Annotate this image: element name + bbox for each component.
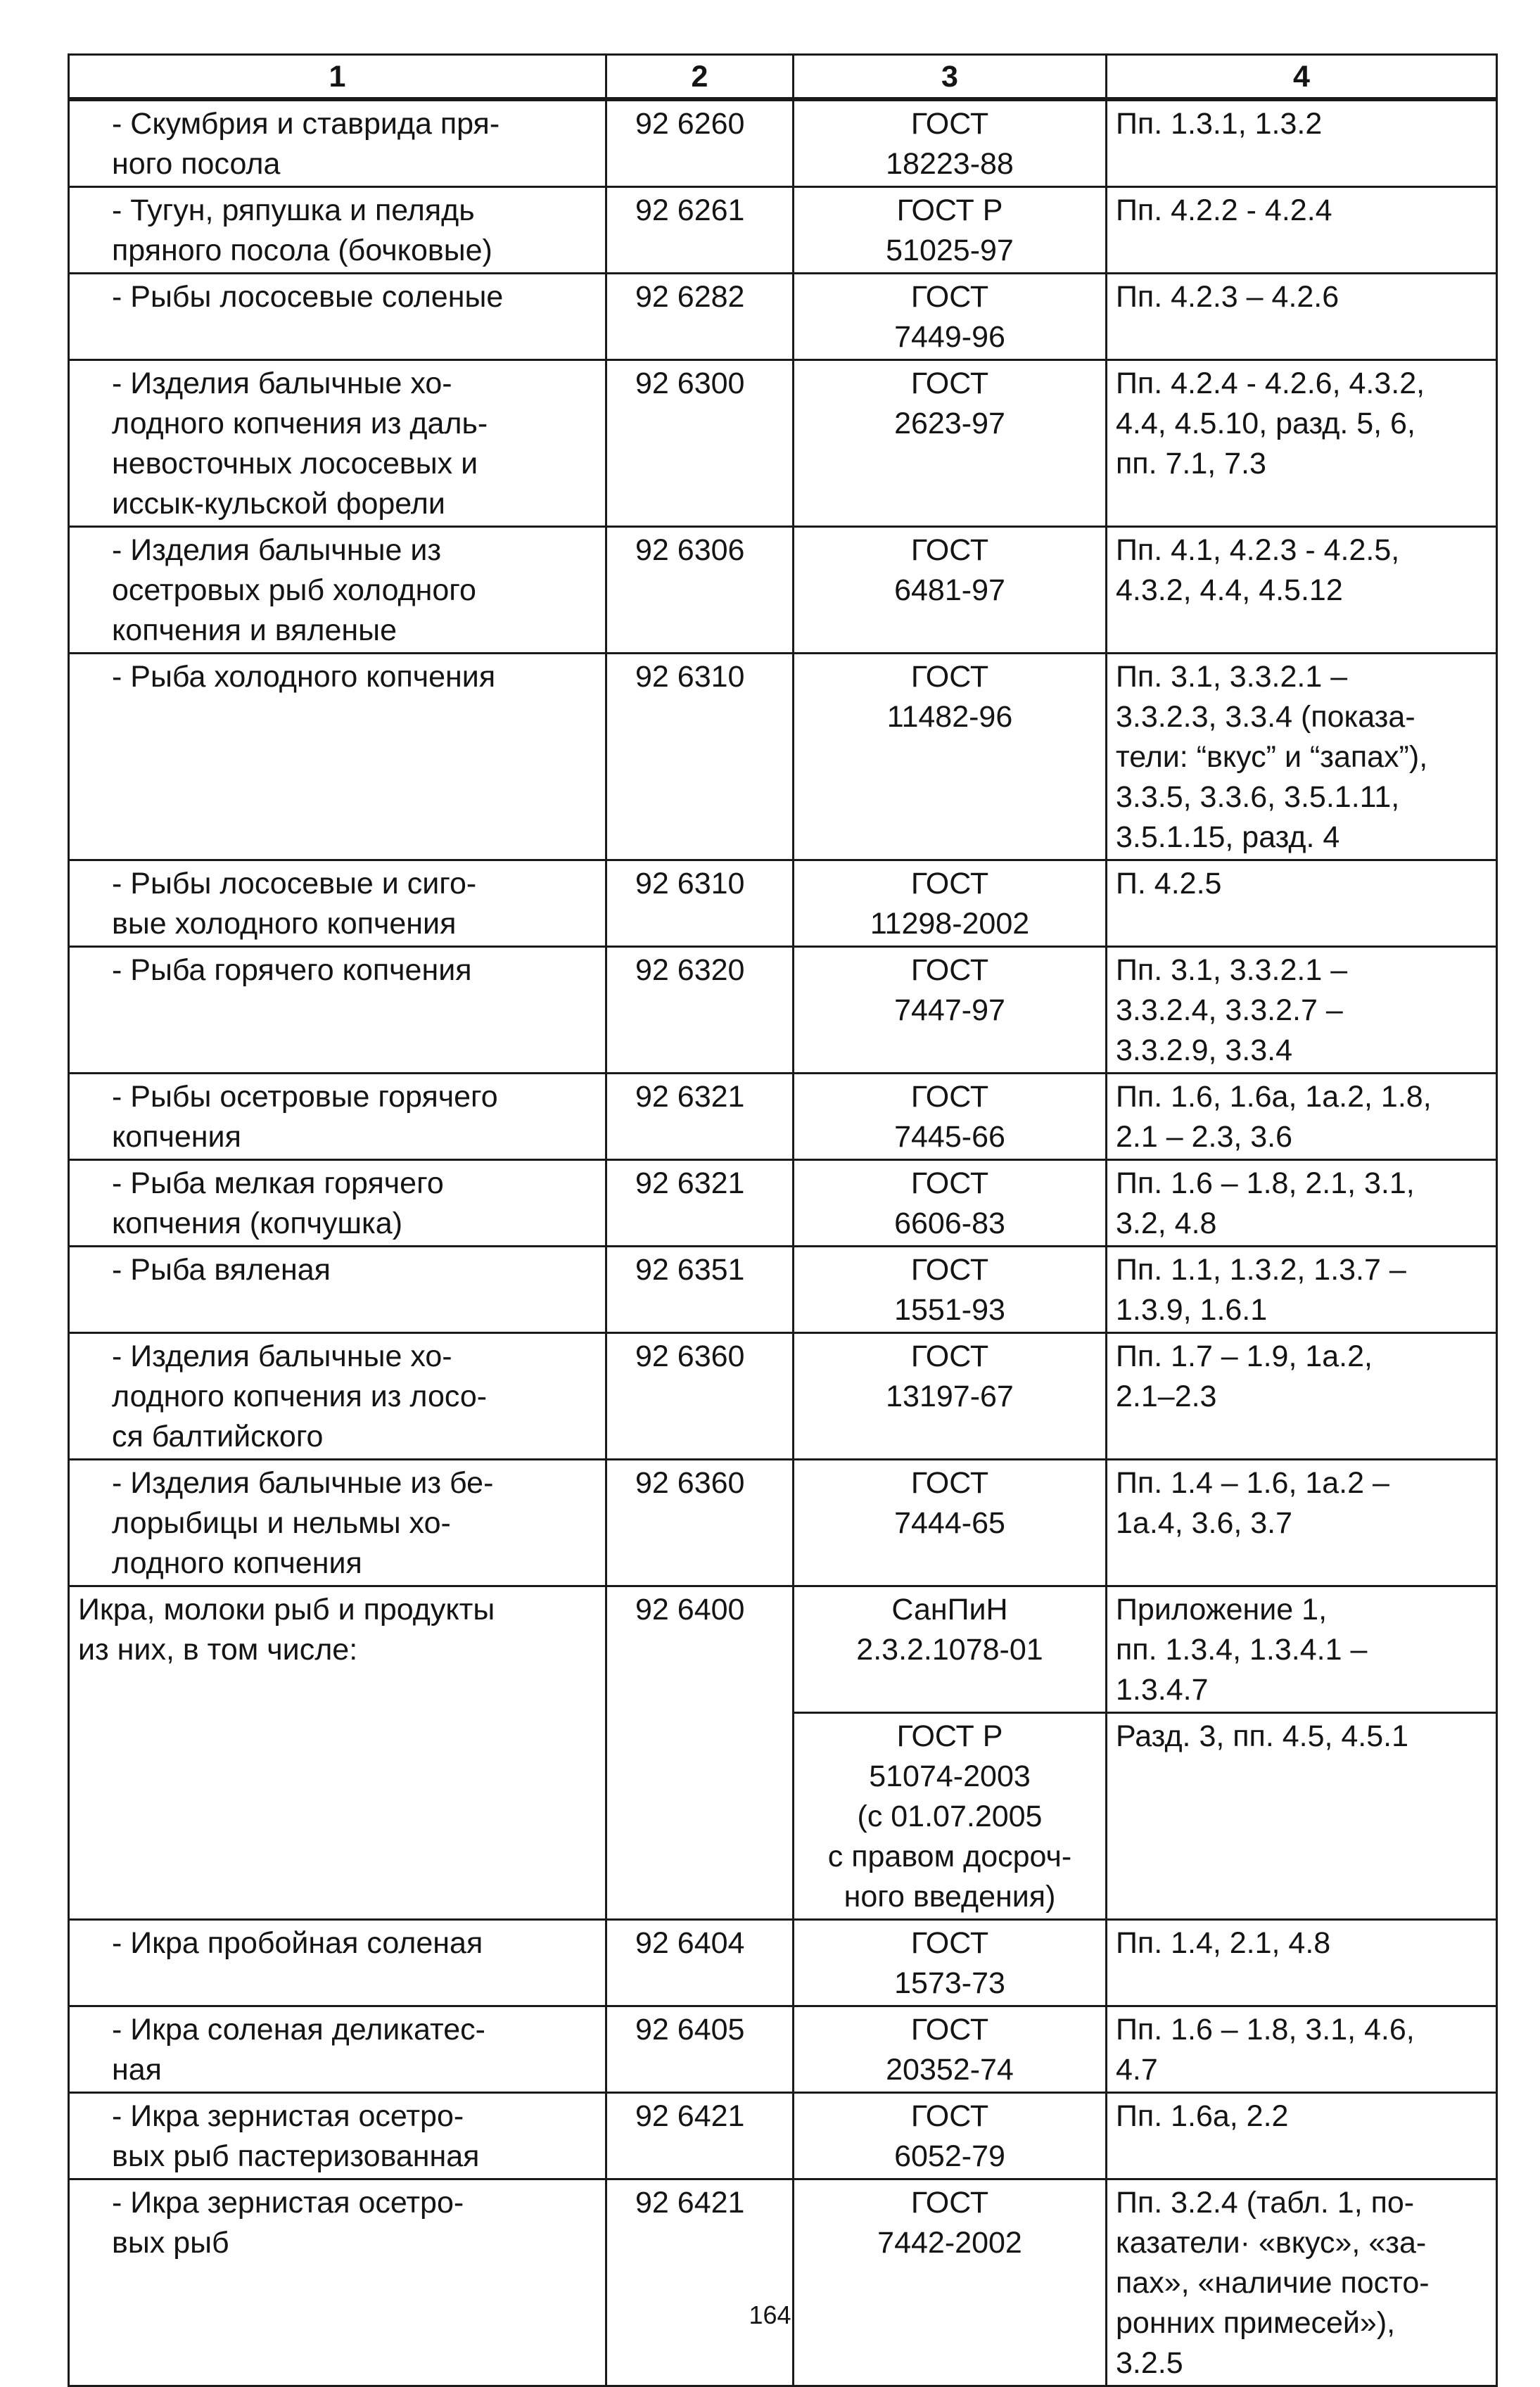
product-code-cell bbox=[606, 360, 794, 527]
table-row bbox=[69, 274, 1497, 360]
product-code: 92 6300 bbox=[635, 367, 745, 400]
product-name-cell bbox=[69, 527, 606, 654]
product-name: - Изделия балычные хо- лодного копчения из даль- невосточных лососевых и иссык-кульской форели bbox=[112, 367, 488, 521]
header-col-1: 1 bbox=[69, 55, 606, 100]
product-name-cell bbox=[69, 860, 606, 947]
table-row bbox=[69, 947, 1497, 1074]
group-caviar bbox=[69, 1586, 1497, 1920]
group-clauses-1: Приложение 1, пп. 1.3.4, 1.3.4.1 – 1.3.4.7 bbox=[1116, 1593, 1368, 1707]
standard-designation-cell bbox=[794, 1333, 1107, 1460]
table-header-row bbox=[69, 55, 1497, 100]
standard-designation-cell bbox=[794, 1247, 1107, 1333]
product-name: - Икра зернистая осетро- вых рыб bbox=[112, 2186, 464, 2260]
group-clauses-2: Разд. 3, пп. 4.5, 4.5.1 bbox=[1116, 1719, 1409, 1753]
product-code: 92 6321 bbox=[635, 1166, 745, 1200]
clause-references: П. 4.2.5 bbox=[1116, 867, 1222, 900]
product-name: - Икра зернистая осетро- вых рыб пастеризованная bbox=[112, 2099, 480, 2173]
clause-references: Пп. 1.3.1, 1.3.2 bbox=[1116, 107, 1323, 141]
table-row bbox=[69, 1586, 1497, 1713]
product-name-cell bbox=[69, 947, 606, 1074]
product-code: 92 6320 bbox=[635, 953, 745, 987]
clause-references: Пп. 3.1, 3.3.2.1 – 3.3.2.4, 3.3.2.7 – 3.3.2.9, 3.3.4 bbox=[1116, 953, 1348, 1067]
product-name: - Рыба холодного копчения bbox=[112, 660, 496, 694]
clause-references-cell bbox=[1107, 1460, 1497, 1586]
table-row bbox=[69, 2006, 1497, 2093]
clause-references: Пп. 4.2.4 - 4.2.6, 4.3.2, 4.4, 4.5.10, разд. 5, 6, пп. 7.1, 7.3 bbox=[1116, 367, 1425, 480]
product-code-cell bbox=[606, 1074, 794, 1160]
clause-references: Пп. 4.2.2 - 4.2.4 bbox=[1116, 193, 1332, 227]
header-col-3: 3 bbox=[794, 55, 1107, 100]
product-name-cell bbox=[69, 360, 606, 527]
clause-references: Пп. 1.4, 2.1, 4.8 bbox=[1116, 1926, 1331, 1960]
product-code-cell bbox=[606, 860, 794, 947]
group-clauses-cell bbox=[1107, 1713, 1497, 1920]
product-name-cell bbox=[69, 187, 606, 274]
product-name-cell bbox=[69, 1460, 606, 1586]
product-name: - Изделия балычные хо- лодного копчения из лосо- ся балтийского bbox=[112, 1339, 488, 1453]
group-name-cell bbox=[69, 1586, 606, 1920]
product-code: 92 6360 bbox=[635, 1466, 745, 1500]
product-code: 92 6405 bbox=[635, 2013, 745, 2047]
clause-references-cell bbox=[1107, 654, 1497, 860]
product-name: - Рыба мелкая горячего копчения (копчушка) bbox=[112, 1166, 444, 1240]
standard-designation: ГОСТ 11482-96 bbox=[886, 660, 1013, 734]
product-code: 92 6321 bbox=[635, 1080, 745, 1114]
product-code: 92 6421 bbox=[635, 2186, 745, 2220]
table-row bbox=[69, 2093, 1497, 2179]
product-code-cell bbox=[606, 187, 794, 274]
clause-references: Пп. 1.6 – 1.8, 3.1, 4.6, 4.7 bbox=[1116, 2013, 1415, 2087]
standard-designation-cell bbox=[794, 1160, 1107, 1247]
product-name: - Рыба горячего копчения bbox=[112, 953, 472, 987]
product-name-cell bbox=[69, 1333, 606, 1460]
clause-references: Пп. 3.1, 3.3.2.1 – 3.3.2.3, 3.3.4 (показа- тели: “вкус” и “запах”), 3.3.5, 3.3.6, 3.5.1.11, 3.5.1.15, разд. 4 bbox=[1116, 660, 1428, 854]
standard-designation-cell bbox=[794, 947, 1107, 1074]
standard-designation-cell bbox=[794, 2179, 1107, 2386]
group-code: 92 6400 bbox=[635, 1593, 745, 1627]
table-row bbox=[69, 1920, 1497, 2006]
table-row bbox=[69, 1074, 1497, 1160]
product-code-cell bbox=[606, 527, 794, 654]
clause-references-cell bbox=[1107, 1074, 1497, 1160]
standard-designation: ГОСТ 1573-73 bbox=[894, 1926, 1005, 2000]
standards-table bbox=[68, 53, 1498, 2387]
clause-references-cell bbox=[1107, 1160, 1497, 1247]
product-code-cell bbox=[606, 1460, 794, 1586]
product-name: - Рыбы осетровые горячего копчения bbox=[112, 1080, 498, 1154]
group-standard-cell bbox=[794, 1586, 1107, 1713]
standard-designation-cell bbox=[794, 187, 1107, 274]
clause-references-cell bbox=[1107, 947, 1497, 1074]
clause-references-cell bbox=[1107, 1920, 1497, 2006]
standard-designation: ГОСТ 18223-88 bbox=[886, 107, 1014, 181]
standard-designation: ГОСТ 7444-65 bbox=[894, 1466, 1005, 1540]
product-code: 92 6282 bbox=[635, 280, 745, 314]
standard-designation: ГОСТ 7442-2002 bbox=[877, 2186, 1022, 2260]
product-code: 92 6421 bbox=[635, 2099, 745, 2133]
product-name-cell bbox=[69, 654, 606, 860]
standard-designation: ГОСТ 1551-93 bbox=[894, 1253, 1005, 1327]
table-row bbox=[69, 187, 1497, 274]
table-row bbox=[69, 527, 1497, 654]
table-row bbox=[69, 1160, 1497, 1247]
standard-designation: ГОСТ 7449-96 bbox=[894, 280, 1005, 354]
table-row bbox=[69, 360, 1497, 527]
table-row bbox=[69, 1460, 1497, 1586]
standard-designation: ГОСТ 11298-2002 bbox=[870, 867, 1030, 941]
product-code-cell bbox=[606, 99, 794, 187]
clause-references: Пп. 3.2.4 (табл. 1, по- казатели· «вкус», «за- пах», «наличие посто- ронних примесей»), 3.2.5 bbox=[1116, 2186, 1430, 2380]
product-name-cell bbox=[69, 99, 606, 187]
group-clauses-cell bbox=[1107, 1586, 1497, 1713]
product-code-cell bbox=[606, 274, 794, 360]
standard-designation-cell bbox=[794, 2093, 1107, 2179]
product-code-cell bbox=[606, 1333, 794, 1460]
clause-references-cell bbox=[1107, 1333, 1497, 1460]
standard-designation-cell bbox=[794, 1460, 1107, 1586]
standard-designation-cell bbox=[794, 1920, 1107, 2006]
product-name-cell bbox=[69, 1074, 606, 1160]
product-name: - Изделия балычные из бе- лорыбицы и нельмы хо- лодного копчения bbox=[112, 1466, 494, 1580]
table-row bbox=[69, 2179, 1497, 2386]
product-name: - Икра пробойная соленая bbox=[112, 1926, 483, 1960]
product-code-cell bbox=[606, 2179, 794, 2386]
clause-references: Пп. 1.1, 1.3.2, 1.3.7 – 1.3.9, 1.6.1 bbox=[1116, 1253, 1406, 1327]
product-name-cell bbox=[69, 2093, 606, 2179]
clause-references: Пп. 1.4 – 1.6, 1а.2 – 1а.4, 3.6, 3.7 bbox=[1116, 1466, 1389, 1540]
standard-designation-cell bbox=[794, 860, 1107, 947]
product-code-cell bbox=[606, 1247, 794, 1333]
product-code-cell bbox=[606, 1920, 794, 2006]
product-code: 92 6404 bbox=[635, 1926, 745, 1960]
product-name-cell bbox=[69, 1920, 606, 2006]
clause-references-cell bbox=[1107, 2179, 1497, 2386]
product-name: - Скумбрия и ставрида пря- ного посола bbox=[112, 107, 500, 181]
clause-references-cell bbox=[1107, 1247, 1497, 1333]
standard-designation-cell bbox=[794, 654, 1107, 860]
clause-references-cell bbox=[1107, 274, 1497, 360]
group-standard-1: СанПиН 2.3.2.1078-01 bbox=[856, 1593, 1043, 1667]
clause-references-cell bbox=[1107, 187, 1497, 274]
product-name-cell bbox=[69, 274, 606, 360]
product-name: - Рыбы лососевые и сиго- вые холодного копчения bbox=[112, 867, 477, 941]
table-row bbox=[69, 654, 1497, 860]
standard-designation-cell bbox=[794, 274, 1107, 360]
product-code-cell bbox=[606, 654, 794, 860]
group-standard-2: ГОСТ Р 51074-2003 (с 01.07.2005 с правом досроч- ного введения) bbox=[827, 1719, 1072, 1914]
standard-designation: ГОСТ Р 51025-97 bbox=[886, 193, 1014, 267]
group-code-cell bbox=[606, 1586, 794, 1920]
standard-designation: ГОСТ 6052-79 bbox=[894, 2099, 1005, 2173]
standard-designation: ГОСТ 2623-97 bbox=[894, 367, 1005, 440]
table-row bbox=[69, 99, 1497, 187]
product-name: - Рыбы лососевые соленые bbox=[112, 280, 504, 314]
group-name: Икра, молоки рыб и продукты из них, в том числе: bbox=[78, 1593, 495, 1667]
standard-designation: ГОСТ 6606-83 bbox=[894, 1166, 1005, 1240]
standard-designation: ГОСТ 6481-97 bbox=[894, 533, 1005, 607]
clause-references: Пп. 1.7 – 1.9, 1а.2, 2.1–2.3 bbox=[1116, 1339, 1373, 1413]
clause-references: Пп. 1.6, 1.6а, 1а.2, 1.8, 2.1 – 2.3, 3.6 bbox=[1116, 1080, 1432, 1154]
product-name: - Икра соленая деликатес- ная bbox=[112, 2013, 485, 2087]
group-standard-cell bbox=[794, 1713, 1107, 1920]
product-code: 92 6310 bbox=[635, 660, 745, 694]
product-code: 92 6260 bbox=[635, 107, 745, 141]
product-name-cell bbox=[69, 2006, 606, 2093]
standard-designation-cell bbox=[794, 99, 1107, 187]
table-row bbox=[69, 860, 1497, 947]
header-col-2: 2 bbox=[606, 55, 794, 100]
product-code: 92 6351 bbox=[635, 1253, 745, 1287]
clause-references-cell bbox=[1107, 2006, 1497, 2093]
product-code: 92 6306 bbox=[635, 533, 745, 567]
standard-designation: ГОСТ 7445-66 bbox=[894, 1080, 1005, 1154]
clause-references-cell bbox=[1107, 2093, 1497, 2179]
product-code-cell bbox=[606, 2093, 794, 2179]
table-row bbox=[69, 1247, 1497, 1333]
product-name: - Изделия балычные из осетровых рыб холодного копчения и вяленые bbox=[112, 533, 476, 647]
clause-references-cell bbox=[1107, 99, 1497, 187]
standard-designation: ГОСТ 13197-67 bbox=[886, 1339, 1014, 1413]
table-row bbox=[69, 1333, 1497, 1460]
page-number: 164 bbox=[749, 2300, 791, 2329]
standard-designation-cell bbox=[794, 360, 1107, 527]
clause-references: Пп. 4.1, 4.2.3 - 4.2.5, 4.3.2, 4.4, 4.5.12 bbox=[1116, 533, 1400, 607]
clause-references: Пп. 4.2.3 – 4.2.6 bbox=[1116, 280, 1339, 314]
product-name-cell bbox=[69, 1160, 606, 1247]
product-name: - Тугун, ряпушка и пелядь пряного посола (бочковые) bbox=[112, 193, 492, 267]
clause-references-cell bbox=[1107, 360, 1497, 527]
product-code-cell bbox=[606, 1160, 794, 1247]
standard-designation: ГОСТ 7447-97 bbox=[894, 953, 1005, 1027]
product-name: - Рыба вяленая bbox=[112, 1253, 331, 1287]
standard-designation: ГОСТ 20352-74 bbox=[886, 2013, 1014, 2087]
product-code: 92 6261 bbox=[635, 193, 745, 227]
clause-references-cell bbox=[1107, 527, 1497, 654]
product-code-cell bbox=[606, 2006, 794, 2093]
clause-references: Пп. 1.6а, 2.2 bbox=[1116, 2099, 1289, 2133]
product-name-cell bbox=[69, 1247, 606, 1333]
clause-references-cell bbox=[1107, 860, 1497, 947]
standard-designation-cell bbox=[794, 1074, 1107, 1160]
product-code: 92 6360 bbox=[635, 1339, 745, 1373]
product-name-cell bbox=[69, 2179, 606, 2386]
product-code-cell bbox=[606, 947, 794, 1074]
product-code: 92 6310 bbox=[635, 867, 745, 900]
header-col-4: 4 bbox=[1107, 55, 1497, 100]
clause-references: Пп. 1.6 – 1.8, 2.1, 3.1, 3.2, 4.8 bbox=[1116, 1166, 1415, 1240]
standard-designation-cell bbox=[794, 2006, 1107, 2093]
standard-designation-cell bbox=[794, 527, 1107, 654]
